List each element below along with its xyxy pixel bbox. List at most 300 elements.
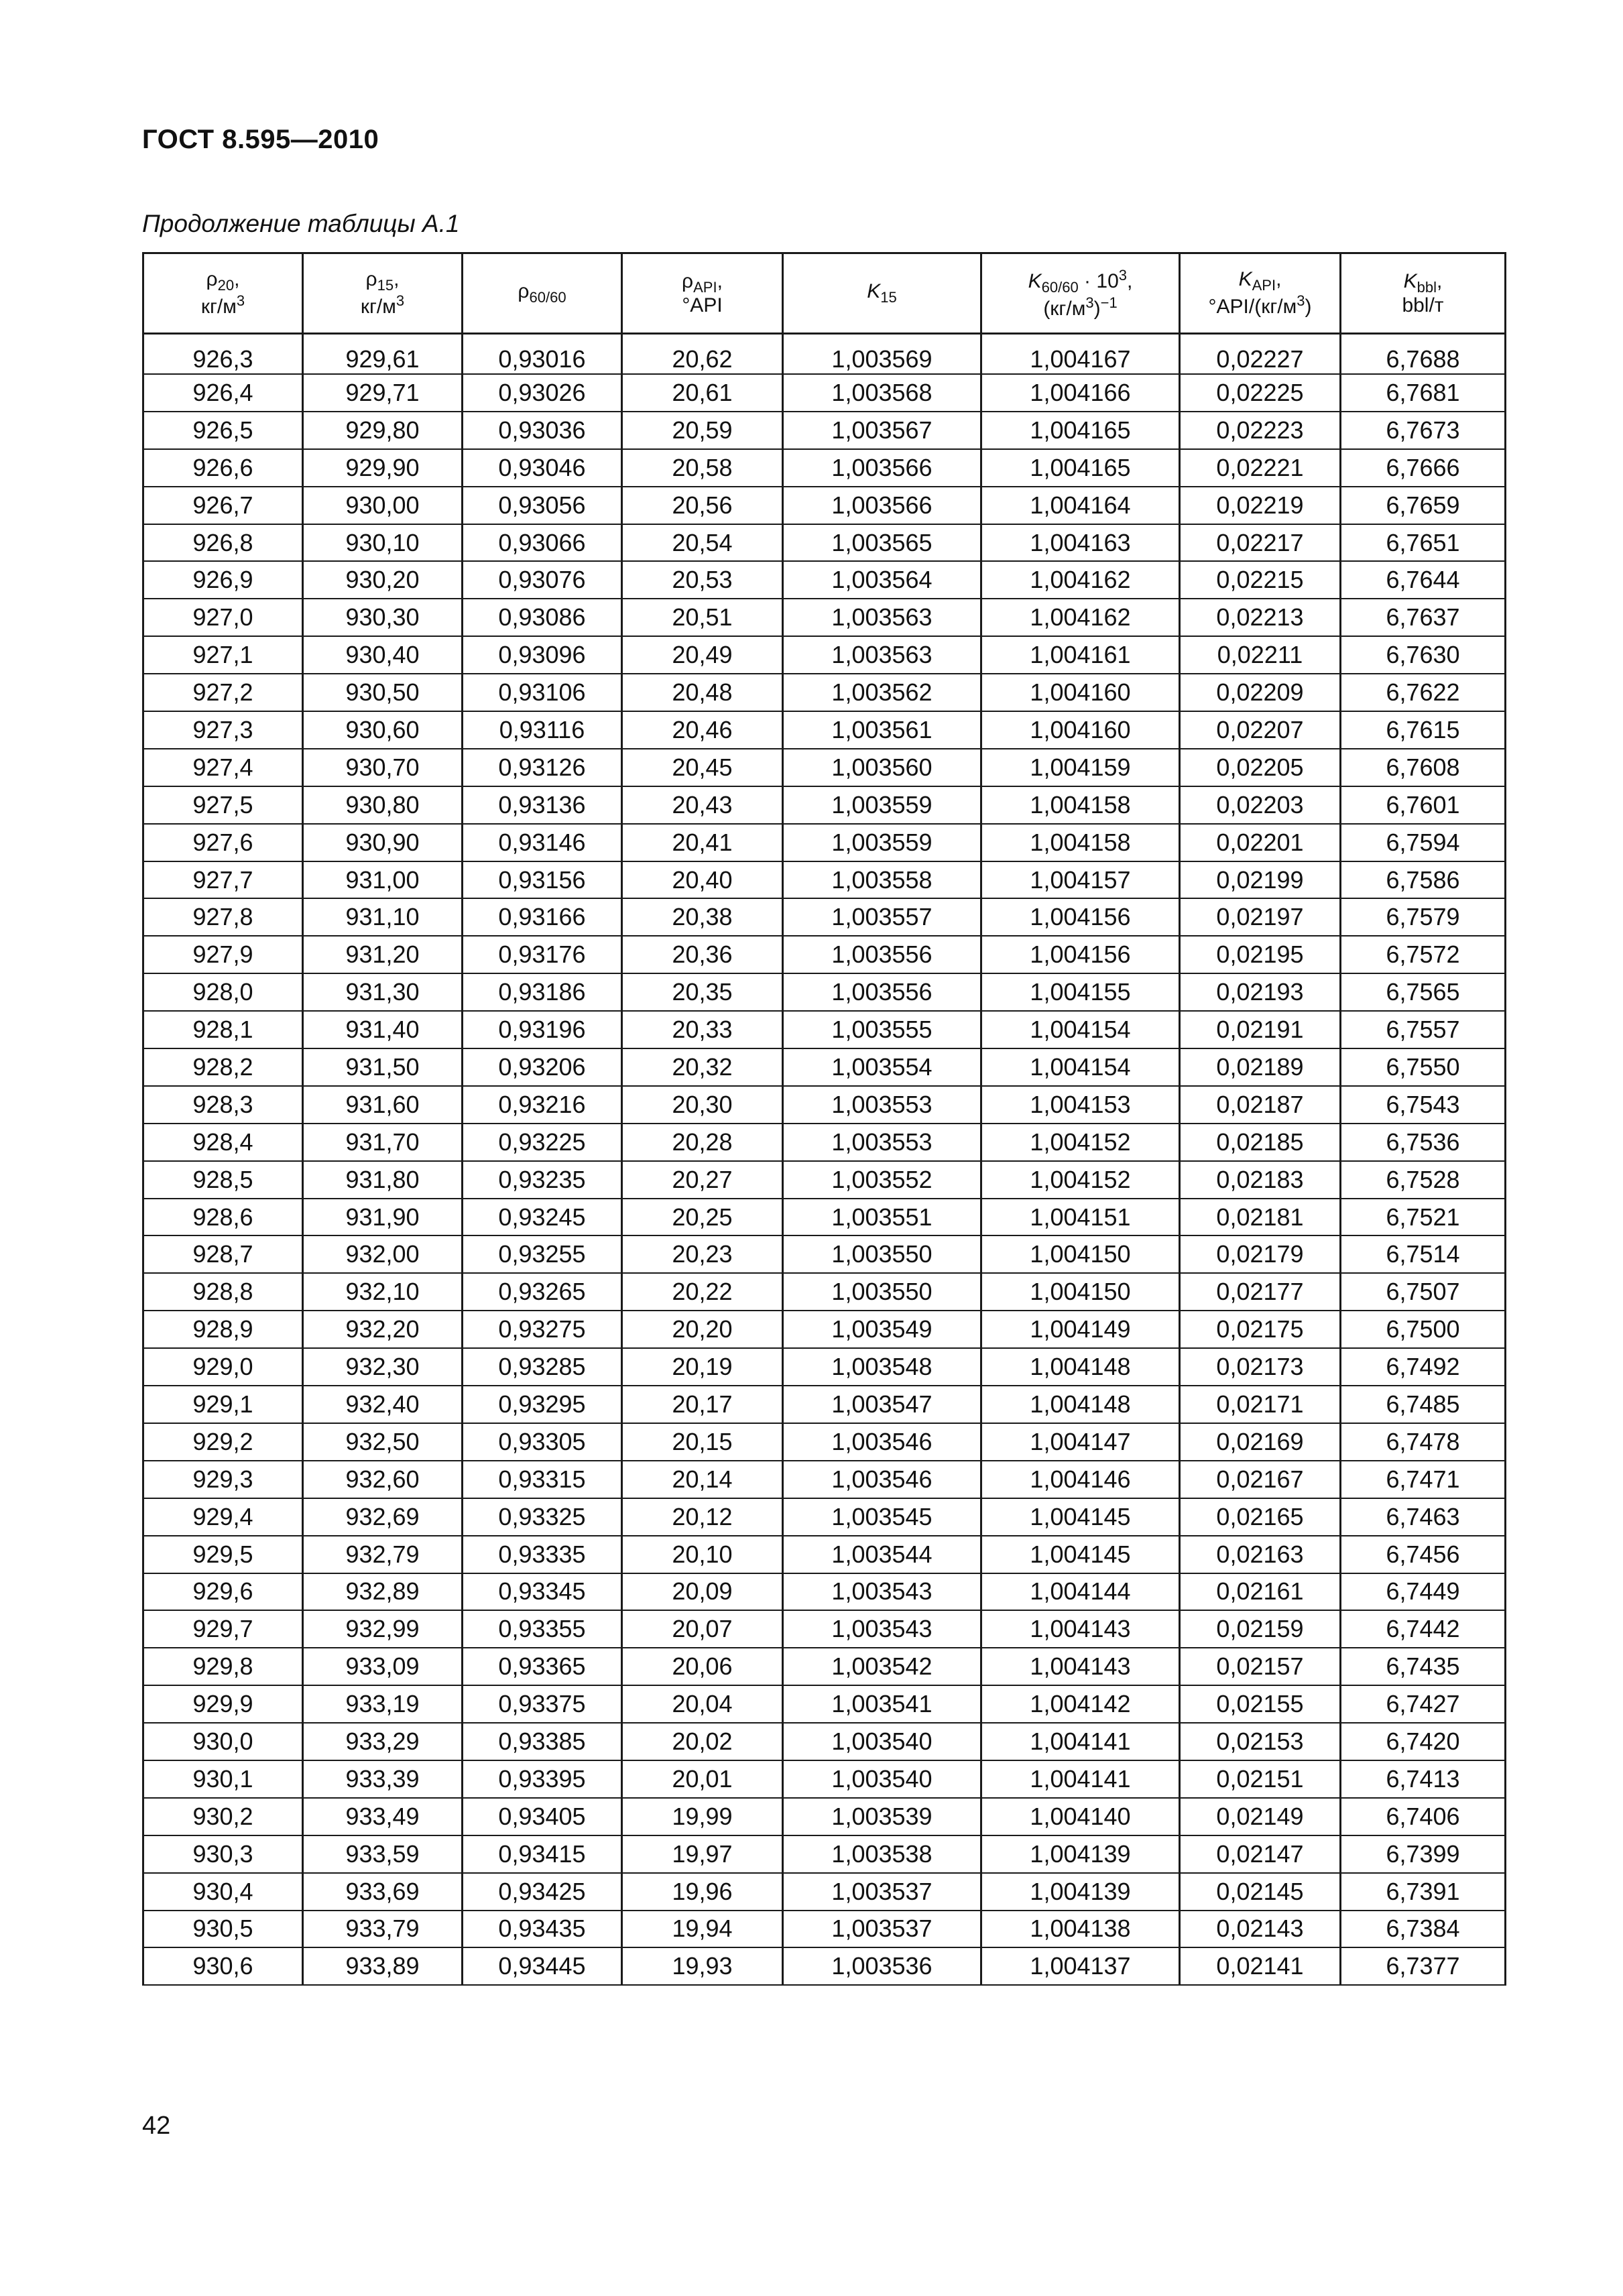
table-cell: 1,004143 (981, 1648, 1180, 1685)
table-cell: 1,004161 (981, 636, 1180, 674)
column-header: $\rho_{20}$, $кг/м^3$ (143, 253, 303, 334)
table-cell: 0,93445 (463, 1947, 622, 1985)
table-cell: 926,4 (143, 374, 303, 412)
column-header: $\rho_{API}$, °API (622, 253, 783, 334)
table-cell: 1,004140 (981, 1798, 1180, 1835)
table-cell: 927,6 (143, 824, 303, 861)
table-cell: 6,7543 (1341, 1086, 1506, 1124)
table-cell: 0,02143 (1180, 1911, 1341, 1948)
table-cell: 6,7442 (1341, 1610, 1506, 1648)
table-cell: 1,004156 (981, 936, 1180, 973)
table-cell: 1,004165 (981, 449, 1180, 487)
column-header: $\rho_{15}$, $кг/м^3$ (303, 253, 463, 334)
table-cell: 20,43 (622, 786, 783, 824)
table-cell: 928,2 (143, 1048, 303, 1086)
table-cell: 931,00 (303, 861, 463, 899)
table-cell: 6,7688 (1341, 334, 1506, 375)
table-cell: 20,41 (622, 824, 783, 861)
table-cell: 1,004141 (981, 1760, 1180, 1798)
table-cell: 6,7536 (1341, 1124, 1506, 1161)
table-row (143, 749, 1506, 786)
table-cell: 20,40 (622, 861, 783, 899)
table-cell: 1,004155 (981, 973, 1180, 1011)
table-cell: 1,004144 (981, 1573, 1180, 1611)
table-row (143, 1873, 1506, 1911)
table-cell: 0,93046 (463, 449, 622, 487)
table-row (143, 599, 1506, 636)
table-cell: 6,7507 (1341, 1273, 1506, 1311)
table-cell: 6,7399 (1341, 1835, 1506, 1873)
table-cell: 926,7 (143, 487, 303, 524)
table-cell: 929,4 (143, 1498, 303, 1536)
table-cell: 933,89 (303, 1947, 463, 1985)
table-cell: 930,00 (303, 487, 463, 524)
table-cell: 1,003556 (783, 973, 981, 1011)
table-row (143, 1573, 1506, 1611)
table-cell: 0,93146 (463, 824, 622, 861)
table-cell: 6,7435 (1341, 1648, 1506, 1685)
table-cell: 1,003558 (783, 861, 981, 899)
table-cell: 1,004158 (981, 786, 1180, 824)
table-cell: 1,004154 (981, 1011, 1180, 1048)
table-cell: 20,17 (622, 1386, 783, 1423)
table-cell: 929,2 (143, 1423, 303, 1461)
table-cell: 932,89 (303, 1573, 463, 1611)
table-cell: 0,02197 (1180, 898, 1341, 936)
table-cell: 0,93076 (463, 561, 622, 599)
table-cell: 928,1 (143, 1011, 303, 1048)
table-cell: 1,003565 (783, 524, 981, 562)
table-cell: 930,10 (303, 524, 463, 562)
document-title: ГОСТ 8.595—2010 (142, 125, 379, 154)
table-cell: 0,93096 (463, 636, 622, 674)
table-cell: 0,93345 (463, 1573, 622, 1611)
table-cell: 6,7478 (1341, 1423, 1506, 1461)
table-row (143, 1648, 1506, 1685)
table-cell: 1,003559 (783, 824, 981, 861)
table-cell: 1,003559 (783, 786, 981, 824)
table-cell: 1,003549 (783, 1311, 981, 1348)
table-cell: 1,004143 (981, 1610, 1180, 1648)
table-cell: 0,02221 (1180, 449, 1341, 487)
table-cell: 20,10 (622, 1536, 783, 1573)
table-cell: 930,20 (303, 561, 463, 599)
table-cell: 6,7615 (1341, 711, 1506, 749)
table-cell: 1,003569 (783, 334, 981, 375)
table-cell: 1,004139 (981, 1873, 1180, 1911)
table-row (143, 1835, 1506, 1873)
table-row (143, 524, 1506, 562)
table-cell: 0,02213 (1180, 599, 1341, 636)
table-row (143, 1348, 1506, 1386)
table-cell: 929,90 (303, 449, 463, 487)
table-cell: 928,9 (143, 1311, 303, 1348)
table-cell: 929,71 (303, 374, 463, 412)
table-cell: 1,004159 (981, 749, 1180, 786)
table-cell: 1,004164 (981, 487, 1180, 524)
table-cell: 1,004150 (981, 1273, 1180, 1311)
table-cell: 0,02175 (1180, 1311, 1341, 1348)
table-row (143, 1199, 1506, 1236)
table-cell: 0,02167 (1180, 1461, 1341, 1498)
table-cell: 1,003566 (783, 487, 981, 524)
table-cell: 0,93136 (463, 786, 622, 824)
table-row (143, 1273, 1506, 1311)
table-cell: 20,58 (622, 449, 783, 487)
table-cell: 6,7601 (1341, 786, 1506, 824)
table-cell: 927,5 (143, 786, 303, 824)
table-cell: 0,93415 (463, 1835, 622, 1873)
table-cell: 6,7413 (1341, 1760, 1506, 1798)
table-cell: 933,69 (303, 1873, 463, 1911)
table-cell: 0,02153 (1180, 1723, 1341, 1760)
table-cell: 0,93405 (463, 1798, 622, 1835)
table-cell: 930,30 (303, 599, 463, 636)
table-cell: 6,7579 (1341, 898, 1506, 936)
table-cell: 1,003561 (783, 711, 981, 749)
table-cell: 20,49 (622, 636, 783, 674)
table-row (143, 1235, 1506, 1273)
column-header: $K_{15}$ (783, 253, 981, 334)
table-cell: 20,14 (622, 1461, 783, 1498)
table-cell: 1,004162 (981, 561, 1180, 599)
table-cell: 0,02183 (1180, 1161, 1341, 1199)
table-cell: 6,7681 (1341, 374, 1506, 412)
table-cell: 1,004148 (981, 1386, 1180, 1423)
table-cell: 929,1 (143, 1386, 303, 1423)
table-cell: 0,02201 (1180, 824, 1341, 861)
table-cell: 0,02145 (1180, 1873, 1341, 1911)
table-cell: 20,54 (622, 524, 783, 562)
table-cell: 0,93116 (463, 711, 622, 749)
table-cell: 0,02171 (1180, 1386, 1341, 1423)
table-cell: 930,4 (143, 1873, 303, 1911)
table-cell: 1,003543 (783, 1610, 981, 1648)
table-cell: 0,93285 (463, 1348, 622, 1386)
table-cell: 933,19 (303, 1685, 463, 1723)
table-cell: 0,93056 (463, 487, 622, 524)
table-cell: 0,02219 (1180, 487, 1341, 524)
table-row (143, 1086, 1506, 1124)
table-cell: 6,7659 (1341, 487, 1506, 524)
table-cell: 20,12 (622, 1498, 783, 1536)
table-cell: 1,003537 (783, 1873, 981, 1911)
table-cell: 930,0 (143, 1723, 303, 1760)
table-row (143, 861, 1506, 899)
table-cell: 932,79 (303, 1536, 463, 1573)
table-cell: 1,003554 (783, 1048, 981, 1086)
table-cell: 1,003543 (783, 1573, 981, 1611)
table-cell: 20,22 (622, 1273, 783, 1311)
table-cell: 932,10 (303, 1273, 463, 1311)
table-cell: 6,7500 (1341, 1311, 1506, 1348)
table-cell: 1,004148 (981, 1348, 1180, 1386)
table-cell: 1,004160 (981, 674, 1180, 711)
table-cell: 1,003544 (783, 1536, 981, 1573)
table-cell: 20,09 (622, 1573, 783, 1611)
table-cell: 1,003546 (783, 1461, 981, 1498)
table-row (143, 711, 1506, 749)
table-cell: 6,7521 (1341, 1199, 1506, 1236)
table-cell: 0,02203 (1180, 786, 1341, 824)
table-row (143, 1536, 1506, 1573)
table-cell: 1,004165 (981, 412, 1180, 449)
table-cell: 932,30 (303, 1348, 463, 1386)
table-cell: 927,9 (143, 936, 303, 973)
table-cell: 0,02173 (1180, 1348, 1341, 1386)
table-cell: 926,6 (143, 449, 303, 487)
table-cell: 1,004158 (981, 824, 1180, 861)
table-cell: 929,80 (303, 412, 463, 449)
table-cell: 1,003539 (783, 1798, 981, 1835)
table-cell: 929,9 (143, 1685, 303, 1723)
table-cell: 20,33 (622, 1011, 783, 1048)
table-header-row (143, 253, 1506, 334)
table-cell: 20,01 (622, 1760, 783, 1798)
table-cell: 1,004150 (981, 1235, 1180, 1273)
table-cell: 0,93295 (463, 1386, 622, 1423)
table-cell: 0,93265 (463, 1273, 622, 1311)
table-row (143, 973, 1506, 1011)
table-cell: 6,7594 (1341, 824, 1506, 861)
table-cell: 20,59 (622, 412, 783, 449)
table-cell: 1,004151 (981, 1199, 1180, 1236)
table-cell: 0,02209 (1180, 674, 1341, 711)
table-cell: 1,003557 (783, 898, 981, 936)
table-cell: 0,93186 (463, 973, 622, 1011)
table-cell: 1,003556 (783, 936, 981, 973)
table-row (143, 636, 1506, 674)
table-cell: 6,7572 (1341, 936, 1506, 973)
table-cell: 1,004160 (981, 711, 1180, 749)
density-table (142, 252, 1506, 1986)
table-row (143, 561, 1506, 599)
table-cell: 931,40 (303, 1011, 463, 1048)
table-cell: 0,02207 (1180, 711, 1341, 749)
table-cell: 1,004166 (981, 374, 1180, 412)
table-cell: 1,003541 (783, 1685, 981, 1723)
table-row (143, 1461, 1506, 1498)
table-cell: 0,02215 (1180, 561, 1341, 599)
table-cell: 0,93305 (463, 1423, 622, 1461)
table-cell: 929,5 (143, 1536, 303, 1573)
table-row (143, 487, 1506, 524)
table-cell: 0,02205 (1180, 749, 1341, 786)
table-row (143, 1124, 1506, 1161)
table-cell: 19,96 (622, 1873, 783, 1911)
table-cell: 0,93086 (463, 599, 622, 636)
table-cell: 19,97 (622, 1835, 783, 1873)
table-cell: 0,02193 (1180, 973, 1341, 1011)
table-cell: 19,99 (622, 1798, 783, 1835)
table-cell: 0,93395 (463, 1760, 622, 1798)
table-cell: 928,5 (143, 1161, 303, 1199)
table-cell: 1,003566 (783, 449, 981, 487)
table-cell: 0,93385 (463, 1723, 622, 1760)
table-cell: 6,7456 (1341, 1536, 1506, 1573)
table-cell: 0,93325 (463, 1498, 622, 1536)
table-cell: 20,38 (622, 898, 783, 936)
table-cell: 933,09 (303, 1648, 463, 1685)
table-cell: 6,7485 (1341, 1386, 1506, 1423)
table-cell: 6,7586 (1341, 861, 1506, 899)
table-cell: 930,50 (303, 674, 463, 711)
table-cell: 1,003552 (783, 1161, 981, 1199)
table-cell: 931,80 (303, 1161, 463, 1199)
table-cell: 6,7449 (1341, 1573, 1506, 1611)
table-row (143, 1610, 1506, 1648)
table-cell: 930,3 (143, 1835, 303, 1873)
table-cell: 1,004157 (981, 861, 1180, 899)
table-cell: 0,93026 (463, 374, 622, 412)
table-row (143, 1723, 1506, 1760)
table-cell: 929,6 (143, 1573, 303, 1611)
table-cell: 6,7565 (1341, 973, 1506, 1011)
table-cell: 20,62 (622, 334, 783, 375)
table-cell: 1,004167 (981, 334, 1180, 375)
table-cell: 0,02225 (1180, 374, 1341, 412)
column-header: $\rho_{60/60}$ (463, 253, 622, 334)
table-cell: 20,35 (622, 973, 783, 1011)
table-row (143, 412, 1506, 449)
table-cell: 0,93066 (463, 524, 622, 562)
table-cell: 20,53 (622, 561, 783, 599)
table-cell: 926,8 (143, 524, 303, 562)
table-cell: 20,04 (622, 1685, 783, 1723)
table-cell: 930,70 (303, 749, 463, 786)
table-cell: 1,004147 (981, 1423, 1180, 1461)
table-cell: 1,003547 (783, 1386, 981, 1423)
table-cell: 6,7377 (1341, 1947, 1506, 1985)
table-cell: 0,93196 (463, 1011, 622, 1048)
table-cell: 20,46 (622, 711, 783, 749)
table-cell: 6,7384 (1341, 1911, 1506, 1948)
table-cell: 927,2 (143, 674, 303, 711)
table-cell: 1,003551 (783, 1199, 981, 1236)
table-cell: 0,02191 (1180, 1011, 1341, 1048)
table-cell: 926,5 (143, 412, 303, 449)
table-cell: 927,8 (143, 898, 303, 936)
table-cell: 933,59 (303, 1835, 463, 1873)
table-cell: 0,02195 (1180, 936, 1341, 973)
table-cell: 1,004138 (981, 1911, 1180, 1948)
column-header: $K_{60/60} \cdot 10^3$, $(кг/м^3)^{-1}$ (981, 253, 1180, 334)
table-cell: 0,93355 (463, 1610, 622, 1648)
table-cell: 0,02141 (1180, 1947, 1341, 1985)
table-cell: 1,003537 (783, 1911, 981, 1948)
table-cell: 0,02157 (1180, 1648, 1341, 1685)
table-cell: 0,02217 (1180, 524, 1341, 562)
table-cell: 1,003555 (783, 1011, 981, 1048)
table-cell: 6,7630 (1341, 636, 1506, 674)
table-cell: 932,60 (303, 1461, 463, 1498)
table-cell: 6,7651 (1341, 524, 1506, 562)
table-cell: 0,02165 (1180, 1498, 1341, 1536)
table-cell: 1,003548 (783, 1348, 981, 1386)
table-row (143, 1498, 1506, 1536)
table-row (143, 374, 1506, 412)
table-cell: 6,7471 (1341, 1461, 1506, 1498)
table-cell: 0,93126 (463, 749, 622, 786)
table-cell: 0,02223 (1180, 412, 1341, 449)
table-cell: 6,7637 (1341, 599, 1506, 636)
table-cell: 20,45 (622, 749, 783, 786)
table-row (143, 1311, 1506, 1348)
table-cell: 6,7528 (1341, 1161, 1506, 1199)
table-row (143, 1161, 1506, 1199)
table-cell: 930,2 (143, 1798, 303, 1835)
table-cell: 1,003540 (783, 1723, 981, 1760)
table-cell: 19,93 (622, 1947, 783, 1985)
table-cell: 6,7391 (1341, 1873, 1506, 1911)
table-cell: 928,6 (143, 1199, 303, 1236)
table-cell: 933,49 (303, 1798, 463, 1835)
table-cell: 6,7492 (1341, 1348, 1506, 1386)
table-cell: 927,7 (143, 861, 303, 899)
table-cell: 931,50 (303, 1048, 463, 1086)
table-cell: 20,15 (622, 1423, 783, 1461)
table-cell: 1,003542 (783, 1648, 981, 1685)
table-cell: 0,02161 (1180, 1573, 1341, 1611)
table-body (143, 334, 1506, 1986)
table-row (143, 334, 1506, 375)
table-cell: 0,02177 (1180, 1273, 1341, 1311)
table-cell: 1,003546 (783, 1423, 981, 1461)
table-row (143, 824, 1506, 861)
table-cell: 0,93255 (463, 1235, 622, 1273)
table-cell: 1,004145 (981, 1498, 1180, 1536)
table-cell: 1,003545 (783, 1498, 981, 1536)
table-cell: 928,8 (143, 1273, 303, 1311)
table-cell: 933,79 (303, 1911, 463, 1948)
table-row (143, 1947, 1506, 1985)
table-cell: 0,93036 (463, 412, 622, 449)
table-cell: 931,60 (303, 1086, 463, 1124)
table-cell: 20,56 (622, 487, 783, 524)
table-cell: 1,003536 (783, 1947, 981, 1985)
table-cell: 930,80 (303, 786, 463, 824)
table-cell: 19,94 (622, 1911, 783, 1948)
table-cell: 1,003564 (783, 561, 981, 599)
table-row (143, 674, 1506, 711)
table-cell: 0,02151 (1180, 1760, 1341, 1798)
table-cell: 1,004152 (981, 1161, 1180, 1199)
column-header: $K_{API}$, $^\circ API/(кг/м^3)$ (1180, 253, 1341, 334)
table-row (143, 1048, 1506, 1086)
table-cell: 20,07 (622, 1610, 783, 1648)
table-cell: 0,93275 (463, 1311, 622, 1348)
table-cell: 0,93225 (463, 1124, 622, 1161)
table-cell: 926,3 (143, 334, 303, 375)
table-cell: 20,36 (622, 936, 783, 973)
table-row (143, 1386, 1506, 1423)
table-row (143, 1011, 1506, 1048)
table-cell: 20,27 (622, 1161, 783, 1199)
table-cell: 1,004154 (981, 1048, 1180, 1086)
table-cell: 20,20 (622, 1311, 783, 1348)
table-cell: 0,02185 (1180, 1124, 1341, 1161)
table-cell: 1,003553 (783, 1086, 981, 1124)
table-cell: 0,93245 (463, 1199, 622, 1236)
table-cell: 6,7420 (1341, 1723, 1506, 1760)
table-cell: 0,93166 (463, 898, 622, 936)
table-cell: 928,7 (143, 1235, 303, 1273)
table-cell: 0,02181 (1180, 1199, 1341, 1236)
table-cell: 0,93106 (463, 674, 622, 711)
table-cell: 0,93315 (463, 1461, 622, 1498)
table-cell: 1,004156 (981, 898, 1180, 936)
table-cell: 927,1 (143, 636, 303, 674)
